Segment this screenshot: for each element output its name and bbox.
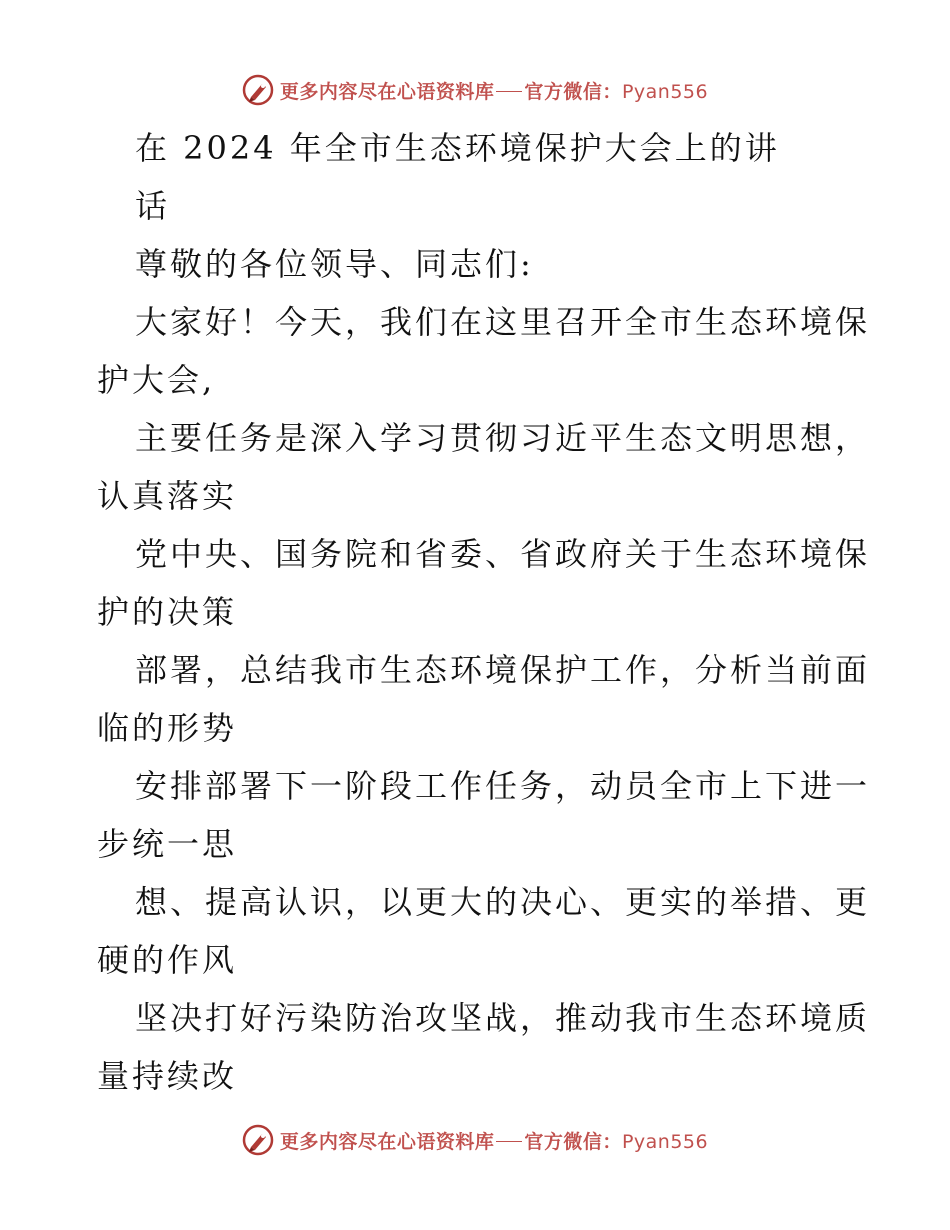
pen-logo-icon (242, 74, 274, 106)
salutation: 尊敬的各位领导、同志们: (135, 245, 534, 283)
paragraph-line: 主要任务是深入学习贯彻习近平生态文明思想， (135, 419, 871, 457)
paragraph-line: 步统一思 (97, 825, 238, 863)
watermark-suffix: 官方微信： (524, 80, 622, 103)
paragraph-line: 坚决打好污染防治攻坚战，推动我市生态环境质 (135, 999, 871, 1037)
paragraph-line: 量持续改 (97, 1057, 238, 1095)
document-title-line-2: 话 (135, 187, 171, 225)
pen-logo-icon (242, 1124, 274, 1156)
paragraph-line: 认真落实 (97, 477, 238, 515)
watermark-separator (496, 1141, 522, 1142)
watermark-main: 更多内容尽在心语资料库 (279, 80, 495, 103)
watermark-main: 更多内容尽在心语资料库 (279, 1130, 495, 1153)
watermark-text (280, 77, 708, 104)
paragraph-line: 党中央、国务院和省委、省政府关于生态环境保 (135, 535, 871, 573)
paragraph-line: 想、提高认识，以更大的决心、更实的举措、更 (135, 883, 871, 921)
paragraph-line: 硬的作风 (97, 941, 238, 979)
paragraph-line: 临的形势 (97, 709, 238, 747)
paragraph-line: 安排部署下一阶段工作任务，动员全市上下进一 (135, 767, 871, 805)
paragraph-line: 护的决策 (97, 593, 238, 631)
paragraph-line: 护大会, (97, 361, 216, 399)
document-title-line-1: 在 2024 年全市生态环境保护大会上的讲 (135, 129, 780, 167)
watermark-suffix: 官方微信： (524, 1130, 622, 1153)
paragraph-line: 部署，总结我市生态环境保护工作，分析当前面 (135, 651, 871, 689)
watermark-text (280, 1127, 708, 1154)
watermark-banner-bottom (0, 1120, 950, 1160)
watermark-separator (496, 91, 522, 92)
paragraph-line: 大家好！今天，我们在这里召开全市生态环境保 (135, 303, 871, 341)
watermark-banner-top (0, 70, 950, 110)
watermark-contact: Pyan556 (621, 80, 709, 103)
watermark-contact: Pyan556 (621, 1130, 709, 1153)
